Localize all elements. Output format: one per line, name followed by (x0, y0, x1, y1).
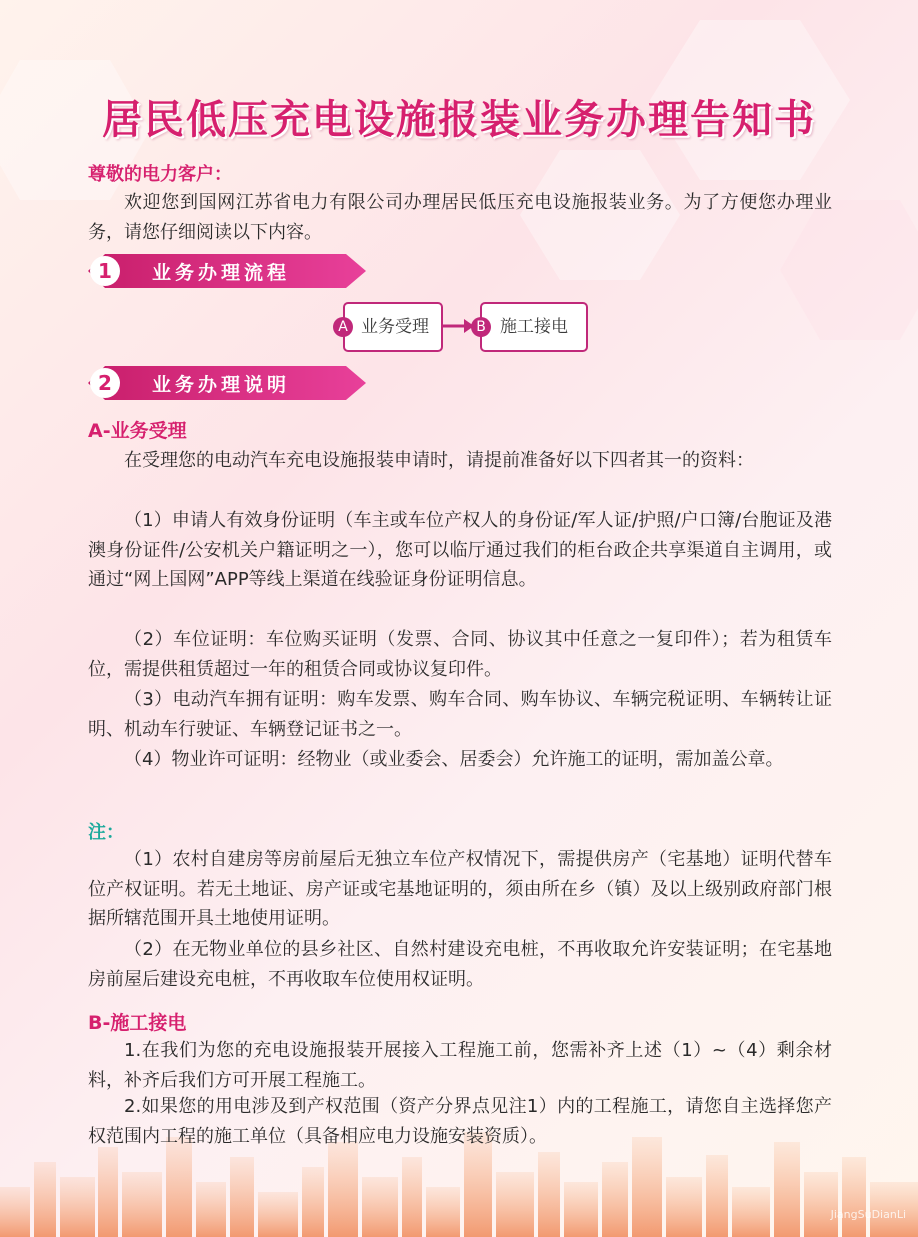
section-header-process (88, 254, 368, 288)
part-b-heading: B-施工接电 (88, 1012, 187, 1034)
flow-step-a-badge: A (333, 317, 353, 337)
page-title: 居民低压充电设施报装业务办理告知书 (102, 97, 816, 143)
intro-paragraph: 欢迎您到国网江苏省电力有限公司办理居民低压充电设施报装业务。为了方便您办理业务，请您仔细阅读以下内容。 (88, 192, 832, 243)
flow-step-b (480, 302, 588, 352)
flow-step-b-label: 施工接电 (500, 317, 568, 337)
part-a-item-2: （2）车位证明：车位购买证明（发票、合同、协议其中任意之一复印件）；若为租赁车位，需提供租赁超过一年的租赁合同或协议复印件。 (88, 629, 832, 680)
flow-step-b-badge: B (471, 317, 491, 337)
section-label: 业务办理流程 (152, 262, 291, 284)
notes-heading: 注： (88, 822, 124, 843)
section-header-instructions (88, 366, 368, 400)
section-number: 1 (90, 256, 120, 286)
part-a-item-3: （3）电动汽车拥有证明：购车发票、购车合同、购车协议、车辆完税证明、车辆转让证明、机动车行驶证、车辆登记证书之一。 (88, 689, 832, 740)
part-a-item-4: （4）物业许可证明：经物业（或业委会、居委会）允许施工的证明，需加盖公章。 (124, 749, 784, 770)
note-item-2: （2）在无物业单位的县乡社区、自然村建设充电桩，不再收取允许安装证明；在宅基地房前屋后建设充电桩，不再收取车位使用权证明。 (88, 939, 832, 990)
section-label: 业务办理说明 (152, 374, 291, 396)
flow-step-a (343, 302, 443, 352)
part-a-item-1: （1）申请人有效身份证明（车主或车位产权人的身份证/军人证/护照/户口簿/台胞证及港澳身份证件/公安机关户籍证明之一），您可以临厅通过我们的柜台政企共享渠道自主调用，或通过“网上国网”APP等线上渠道在线验证身份证明信息。 (88, 510, 832, 590)
section-number: 2 (90, 368, 120, 398)
part-a-intro: 在受理您的电动汽车充电设施报装申请时，请提前准备好以下四者其一的资料： (124, 450, 754, 471)
watermark: JiangSuDianLi (830, 1208, 906, 1221)
greeting: 尊敬的电力客户： (88, 164, 232, 185)
part-a-heading: A-业务受理 (88, 420, 187, 442)
flow-step-a-label: 业务受理 (361, 317, 429, 337)
part-b-item-2: 2.如果您的用电涉及到产权范围（资产分界点见注1）内的工程施工，请您自主选择您产权范围内工程的施工单位（具备相应电力设施安装资质）。 (88, 1096, 832, 1147)
part-b-item-1: 1.在我们为您的充电设施报装开展接入工程施工前，您需补齐上述（1）~（4）剩余材料，补齐后我们方可开展工程施工。 (88, 1040, 832, 1091)
note-item-1: （1）农村自建房等房前屋后无独立车位产权情况下，需提供房产（宅基地）证明代替车位产权证明。若无土地证、房产证或宅基地证明的，须由所在乡（镇）及以上级别政府部门根据所辖范围开具土地使用证明。 (88, 849, 832, 929)
